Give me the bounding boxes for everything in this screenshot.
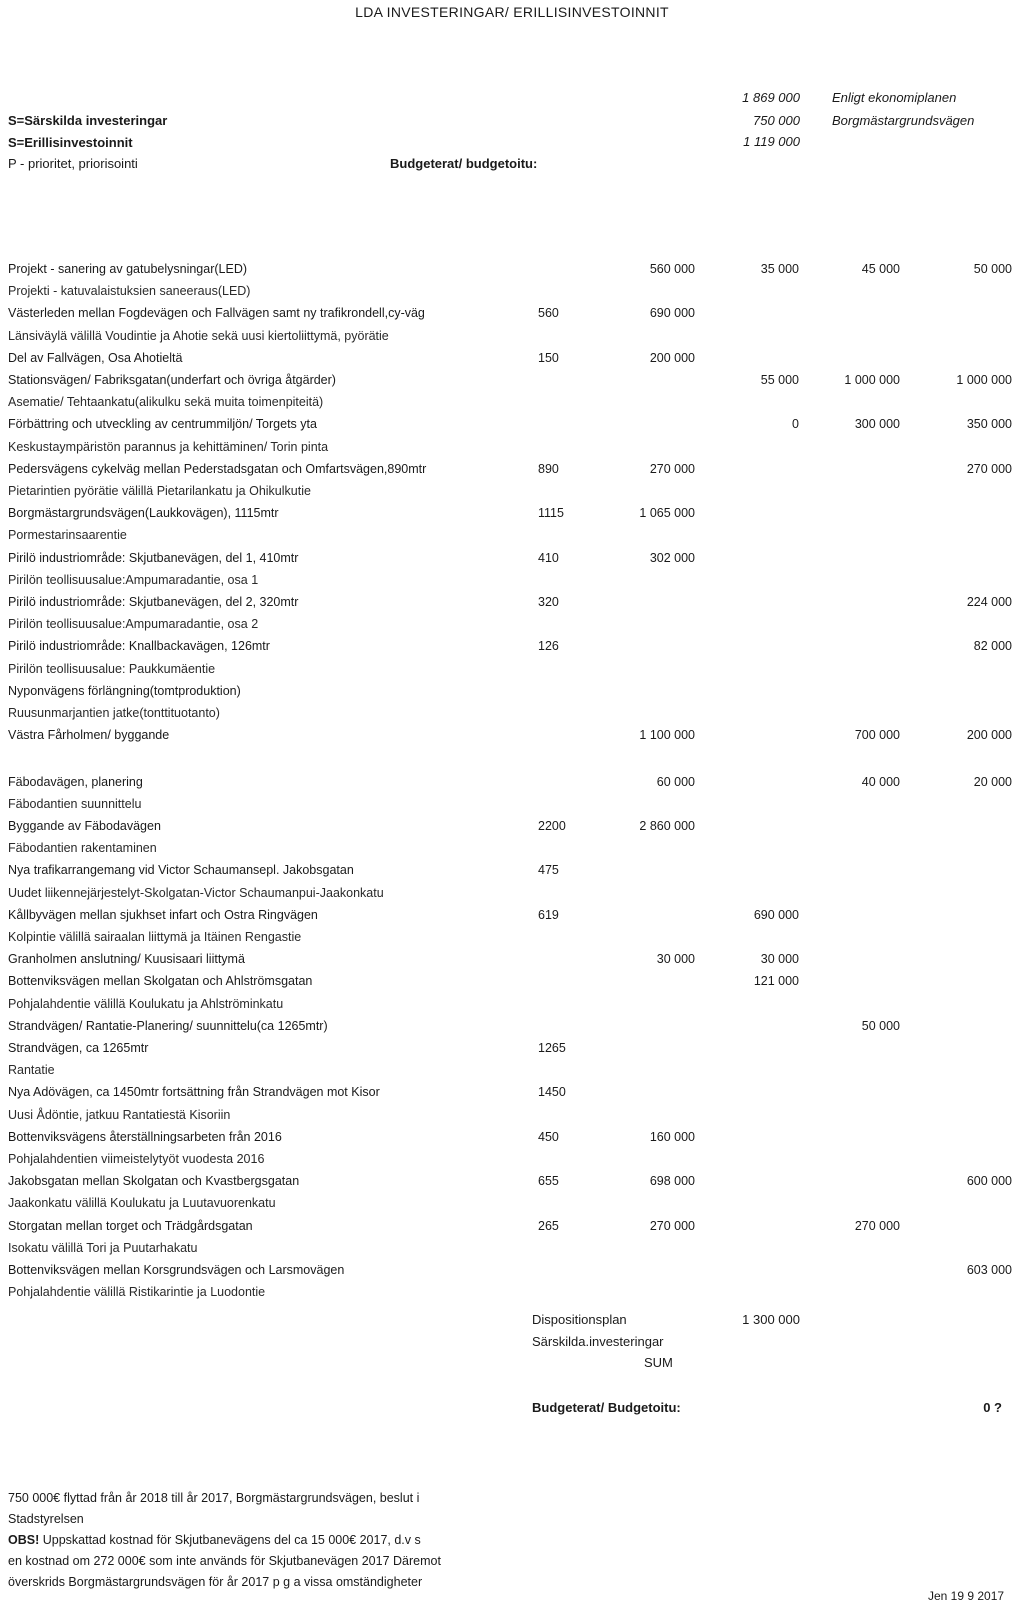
sum-label: SUM <box>644 1355 673 1370</box>
row-value-col-3: 270 000 <box>854 1219 900 1233</box>
table-row-translation <box>0 391 1024 413</box>
table-row <box>0 1215 1024 1237</box>
note-line-5: överskrids Borgmästargrundsvägen för år 2017 p g a vissa omständigheter <box>8 1575 423 1589</box>
row-value-col-3: 45 000 <box>861 262 900 276</box>
row-value-col-1: 270 000 <box>649 1219 695 1233</box>
table-row-translation <box>0 1148 1024 1170</box>
row-length: 320 <box>538 595 559 609</box>
row-length: 475 <box>538 863 559 877</box>
table-row-translation <box>0 325 1024 347</box>
date-stamp: Jen 19 9 2017 <box>928 1589 1005 1603</box>
note-line-4: en kostnad om 272 000€ som inte används för Skjutbanevägen 2017 Däremot <box>8 1554 441 1568</box>
row-value-col-1: 30 000 <box>656 952 695 966</box>
table-row <box>0 680 1024 702</box>
legend-line-2: S=Erillisinvestoinnit <box>8 135 133 150</box>
row-length: 2200 <box>538 819 566 833</box>
row-value-col-1: 2 860 000 <box>639 819 695 833</box>
row-description: Fäbodantien suunnittelu <box>8 797 142 811</box>
row-description: Pohjalahdentien viimeistelytyöt vuodesta 2016 <box>8 1152 265 1166</box>
row-description: Keskustaympäristön parannus ja kehittäminen/ Torin pinta <box>8 440 329 454</box>
row-length: 560 <box>538 306 559 320</box>
budget-note-1: Enligt ekonomiplanen <box>832 90 957 105</box>
row-value-col-2: 55 000 <box>760 373 799 387</box>
row-description: Pohjalahdentie välillä Ristikarintie ja Luodontie <box>8 1285 266 1299</box>
row-description: Pirilön teollisuusalue:Ampumaradantie, osa 1 <box>8 573 259 587</box>
row-description: Fäbodantien rakentaminen <box>8 841 157 855</box>
row-value-col-4: 600 000 <box>966 1174 1012 1188</box>
table-row <box>0 1170 1024 1192</box>
row-description: Granholmen anslutning/ Kuusisaari liittymä <box>8 952 245 966</box>
budget-note-2: Borgmästargrundsvägen <box>832 113 975 128</box>
row-description: Västra Fårholmen/ byggande <box>8 728 170 742</box>
dispositionsplan-value: 1 300 000 <box>742 1312 800 1327</box>
table-row-translation <box>0 569 1024 591</box>
table-row-translation <box>0 702 1024 724</box>
table-row <box>0 591 1024 613</box>
row-description: Borgmästargrundsvägen(Laukkovägen), 1115mtr <box>8 506 279 520</box>
row-description: Länsiväylä välillä Voudintie ja Ahotie sekä uusi kiertoliittymä, pyörätie <box>8 329 389 343</box>
row-value-col-4: 1 000 000 <box>956 373 1012 387</box>
table-row-translation <box>0 1192 1024 1214</box>
row-description: Byggande av Fäbodavägen <box>8 819 161 833</box>
budget-label: Budgeterat/ budgetoitu: <box>390 156 538 171</box>
table-row <box>0 635 1024 657</box>
row-length: 890 <box>538 462 559 476</box>
row-description: Jaakonkatu välillä Koulukatu ja Luutavuorenkatu <box>8 1196 276 1210</box>
row-value-col-2: 30 000 <box>760 952 799 966</box>
table-row-translation <box>0 1237 1024 1259</box>
table-row-translation <box>0 993 1024 1015</box>
row-description: Uudet liikennejärjestelyt-Skolgatan-Victor Schaumanpui-Jaakonkatu <box>8 886 384 900</box>
page-title: LDA INVESTERINGAR/ ERILLISINVESTOINNIT <box>355 4 669 20</box>
table-row-translation <box>0 436 1024 458</box>
row-length: 265 <box>538 1219 559 1233</box>
row-description: Kållbyvägen mellan sjukhset infart och Ostra Ringvägen <box>8 908 318 922</box>
row-length: 1450 <box>538 1085 566 1099</box>
table-row <box>0 1259 1024 1281</box>
row-description: Asematie/ Tehtaankatu(alikulku sekä muita toimenpiteitä) <box>8 395 324 409</box>
row-value-col-3: 50 000 <box>861 1019 900 1033</box>
note-line-3-text: Uppskattad kostnad för Skjutbanevägens del ca 15 000€ 2017, d.v s <box>39 1533 421 1547</box>
budget-total-value: 0 ? <box>983 1400 1002 1415</box>
table-row-translation <box>0 1059 1024 1081</box>
row-value-col-2: 0 <box>792 417 799 431</box>
row-value-col-3: 1 000 000 <box>844 373 900 387</box>
table-row <box>0 970 1024 992</box>
table-row-translation <box>0 613 1024 635</box>
row-value-col-4: 82 000 <box>973 639 1012 653</box>
table-row <box>0 502 1024 524</box>
row-description: Del av Fallvägen, Osa Ahotieltä <box>8 351 183 365</box>
row-value-col-1: 1 100 000 <box>639 728 695 742</box>
note-line-1: 750 000€ flyttad från år 2018 till år 2017, Borgmästargrundsvägen, beslut i <box>8 1491 420 1505</box>
table-row <box>0 258 1024 280</box>
row-value-col-1: 160 000 <box>649 1130 695 1144</box>
row-description: Nya Adövägen, ca 1450mtr fortsättning från Strandvägen mot Kisor <box>8 1085 380 1099</box>
row-description: Fäbodavägen, planering <box>8 775 143 789</box>
row-length: 126 <box>538 639 559 653</box>
table-row <box>0 458 1024 480</box>
table-row <box>0 1015 1024 1037</box>
row-value-col-4: 20 000 <box>973 775 1012 789</box>
obs-label: OBS! <box>8 1533 40 1547</box>
budget-figure-1: 1 869 000 <box>742 90 800 105</box>
dispositionsplan-label: Dispositionsplan <box>532 1312 627 1327</box>
row-description: Pohjalahdentie välillä Koulukatu ja Ahlströminkatu <box>8 997 284 1011</box>
row-description: Bottenviksvägen mellan Skolgatan och Ahlströmsgatan <box>8 974 313 988</box>
table-row-translation <box>0 882 1024 904</box>
row-value-col-1: 698 000 <box>649 1174 695 1188</box>
table-row <box>0 948 1024 970</box>
budget-total-label: Budgeterat/ Budgetoitu: <box>532 1400 681 1415</box>
note-line-3 <box>8 1532 421 1548</box>
table-row-translation <box>0 280 1024 302</box>
row-description: Pietarintien pyörätie välillä Pietarilankatu ja Ohikulkutie <box>8 484 311 498</box>
sarskilda-label: Särskilda.investeringar <box>532 1334 664 1349</box>
row-value-col-3: 40 000 <box>861 775 900 789</box>
table-row <box>0 547 1024 569</box>
table-row-translation <box>0 658 1024 680</box>
row-description: Uusi Ådöntie, jatkuu Rantatiestä Kisoriin <box>8 1108 231 1122</box>
row-length: 619 <box>538 908 559 922</box>
row-value-col-1: 1 065 000 <box>639 506 695 520</box>
table-row-translation <box>0 926 1024 948</box>
row-description: Pirilö industriområde: Skjutbanevägen, del 2, 320mtr <box>8 595 299 609</box>
row-description: Kolpintie välillä sairaalan liittymä ja Itäinen Rengastie <box>8 930 302 944</box>
row-value-col-4: 50 000 <box>973 262 1012 276</box>
row-value-col-1: 690 000 <box>649 306 695 320</box>
row-length: 450 <box>538 1130 559 1144</box>
table-row-translation <box>0 1281 1024 1303</box>
row-value-col-4: 224 000 <box>966 595 1012 609</box>
table-row <box>0 347 1024 369</box>
row-value-col-3: 300 000 <box>854 417 900 431</box>
row-description: Pirilö industriområde: Skjutbanevägen, del 1, 410mtr <box>8 551 299 565</box>
row-length: 410 <box>538 551 559 565</box>
table-row <box>0 724 1024 746</box>
row-description: Storgatan mellan torget och Trädgårdsgatan <box>8 1219 253 1233</box>
row-description: Projekt - sanering av gatubelysningar(LED) <box>8 262 248 276</box>
row-description: Stationsvägen/ Fabriksgatan(underfart och övriga åtgärder) <box>8 373 336 387</box>
row-description: Förbättring och utveckling av centrummiljön/ Torgets yta <box>8 417 317 431</box>
row-description: Projekti - katuvalaistuksien saneeraus(LED) <box>8 284 251 298</box>
row-description: Nya trafikarrangemang vid Victor Schaumansepl. Jakobsgatan <box>8 863 354 877</box>
row-length: 1265 <box>538 1041 566 1055</box>
row-length: 150 <box>538 351 559 365</box>
row-value-col-1: 270 000 <box>649 462 695 476</box>
row-description: Strandvägen, ca 1265mtr <box>8 1041 149 1055</box>
table-row <box>0 1081 1024 1103</box>
row-description: Bottenviksvägens återställningsarbeten från 2016 <box>8 1130 282 1144</box>
row-value-col-2: 35 000 <box>760 262 799 276</box>
table-row <box>0 369 1024 391</box>
row-description: Rantatie <box>8 1063 55 1077</box>
row-description: Isokatu välillä Tori ja Puutarhakatu <box>8 1241 198 1255</box>
table-row <box>0 815 1024 837</box>
row-value-col-2: 690 000 <box>753 908 799 922</box>
row-description: Nyponvägens förlängning(tomtproduktion) <box>8 684 241 698</box>
row-value-col-4: 270 000 <box>966 462 1012 476</box>
row-value-col-1: 560 000 <box>649 262 695 276</box>
row-value-col-3: 700 000 <box>854 728 900 742</box>
note-line-2: Stadstyrelsen <box>8 1512 84 1526</box>
row-value-col-4: 350 000 <box>966 417 1012 431</box>
table-row-translation <box>0 837 1024 859</box>
row-description: Ruusunmarjantien jatke(tonttituotanto) <box>8 706 220 720</box>
row-value-col-1: 60 000 <box>656 775 695 789</box>
row-description: Pirilön teollisuusalue: Paukkumäentie <box>8 662 216 676</box>
table-row <box>0 302 1024 324</box>
row-description: Pedersvägens cykelväg mellan Pederstadsgatan och Omfartsvägen,890mtr <box>8 462 427 476</box>
legend-line-1: S=Särskilda investeringar <box>8 113 168 128</box>
table-row <box>0 904 1024 926</box>
row-value-col-1: 200 000 <box>649 351 695 365</box>
row-description: Pirilön teollisuusalue:Ampumaradantie, osa 2 <box>8 617 259 631</box>
table-row <box>0 859 1024 881</box>
table-row <box>0 1037 1024 1059</box>
budget-figure-3: 1 119 000 <box>743 134 800 149</box>
row-value-col-4: 603 000 <box>966 1263 1012 1277</box>
row-description: Pirilö industriområde: Knallbackavägen, 126mtr <box>8 639 270 653</box>
budget-figure-2: 750 000 <box>753 113 800 128</box>
table-row-translation <box>0 524 1024 546</box>
table-row-translation <box>0 1104 1024 1126</box>
row-description: Jakobsgatan mellan Skolgatan och Kvastbergsgatan <box>8 1174 300 1188</box>
row-description: Pormestarinsaarentie <box>8 528 127 542</box>
row-value-col-1: 302 000 <box>649 551 695 565</box>
row-description: Västerleden mellan Fogdevägen och Fallvägen samt ny trafikrondell,cy-väg <box>8 306 425 320</box>
table-row-translation <box>0 793 1024 815</box>
table-row <box>0 413 1024 435</box>
table-row-translation <box>0 480 1024 502</box>
legend-line-3: P - prioritet, priorisointi <box>8 156 138 171</box>
row-length: 655 <box>538 1174 559 1188</box>
table-row <box>0 771 1024 793</box>
table-row <box>0 1126 1024 1148</box>
row-description: Bottenviksvägen mellan Korsgrundsvägen och Larsmovägen <box>8 1263 345 1277</box>
row-length: 1115 <box>538 506 564 520</box>
row-value-col-2: 121 000 <box>753 974 799 988</box>
row-description: Strandvägen/ Rantatie-Planering/ suunnittelu(ca 1265mtr) <box>8 1019 328 1033</box>
row-value-col-4: 200 000 <box>966 728 1012 742</box>
